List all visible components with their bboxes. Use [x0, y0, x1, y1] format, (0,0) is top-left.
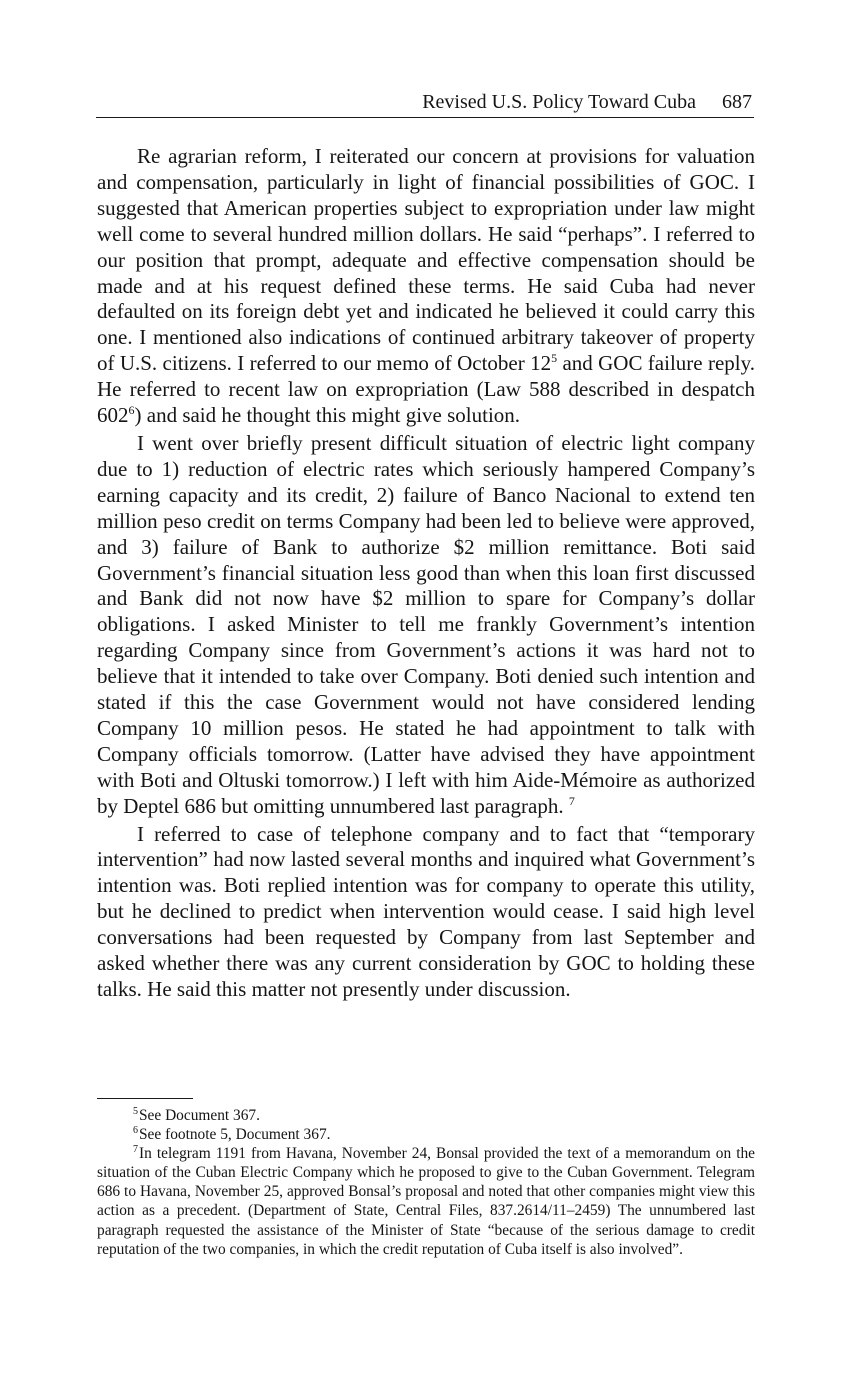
footnote-ref-7[interactable]: 7 — [568, 793, 575, 808]
footnote-5 — [97, 1106, 755, 1125]
body-text — [97, 144, 755, 1005]
page-number: 687 — [722, 91, 752, 113]
footnote-6 — [97, 1125, 755, 1144]
footnote-7 — [97, 1144, 755, 1259]
footnote-ref-6[interactable]: 6 — [128, 403, 135, 418]
paragraph-electric-company: I went over briefly present difficult situation of electric light company due to 1) reduction of electric rates which seriously hampered Company’s earning capacity and its credit, 2) failure of Banco Nacional to extend ten million peso credit on terms Company had been led to believe were approved, and 3) failure of Bank to authorize $2 million remittance. Boti said Government’s financial situation less good than when this loan first discussed and Bank did not now have $2 million to spare for Company’s dollar obligations. I asked Minister to tell me frankly Government’s intention regarding Company since from Government’s actions it was hard not to believe that it intended to take over Company. Boti denied such intention and stated if this the case Government would not have considered lending Company 10 million pesos. He stated he had appointment to talk with Company officials tomorrow. (Latter have advised they have appointment with Boti and Oltuski tomorrow.) I left with him Aide-Mémoire as authorized by Deptel 686 but omitting unnumbered last paragraph. $^7$ — [97, 430, 755, 818]
running-header — [96, 89, 754, 118]
footnote-divider — [97, 1098, 193, 1099]
running-title: Revised U.S. Policy Toward Cuba — [422, 91, 696, 113]
footnote-text: In telegram 1191 from Havana, November 24, Bonsal provided the text of a memorandum on the situation of the Cuban Electric Company which he proposed to give to the Cuban Government. Telegram 686 to Havana, November 25, approved Bonsal’s proposal and noted that other companies might view this action as a precedent. (Department of State, Central Files, 837.2614/11–2459) The unnumbered last paragraph requested the assistance of the Minister of State “because of the serious damage to credit reputation of the two companies, in which the credit reputation of Cuba itself is also involved”. — [97, 1145, 755, 1258]
footnote-text: See Document 367. — [139, 1107, 260, 1124]
footnote-mark: 6 — [133, 1124, 138, 1136]
footnotes — [97, 1106, 755, 1259]
paragraph-telephone-company: I referred to case of telephone company and to fact that “temporary intervention” had now lasted several months and inquired what Government’s intention was. Boti replied intention was for company to operate this utility, but he declined to predict when intervention would cease. I said high level conversations had been requested by Company from last September and asked whether there was any current consideration by GOC to holding these talks. He said this matter not presently under discussion. — [97, 821, 755, 1001]
footnote-mark: 5 — [133, 1105, 138, 1117]
paragraph-agrarian-reform: Re agrarian reform, I reiterated our concern at provisions for valuation and compensation, particularly in light of financial possibilities of GOC. I suggested that American properties subject to expropriation under law might well come to several hundred million dollars. He said “perhaps”. I referred to our position that prompt, adequate and effective compensation should be made and at his request defined these terms. He said Cuba had never defaulted on its foreign debt yet and indicated he believed it could carry this one. I mentioned also indications of continued arbitrary takeover of property of U.S. citizens. I referred to our memo of October 12$^5$ and GOC failure reply. He referred to recent law on expropriation (Law 588 described in despatch 602$^6$) and said he thought this might give solution. — [97, 144, 755, 428]
footnote-ref-5[interactable]: 5 — [551, 351, 558, 366]
footnote-mark: 7 — [133, 1144, 138, 1156]
footnote-text: See footnote 5, Document 367. — [139, 1126, 331, 1144]
